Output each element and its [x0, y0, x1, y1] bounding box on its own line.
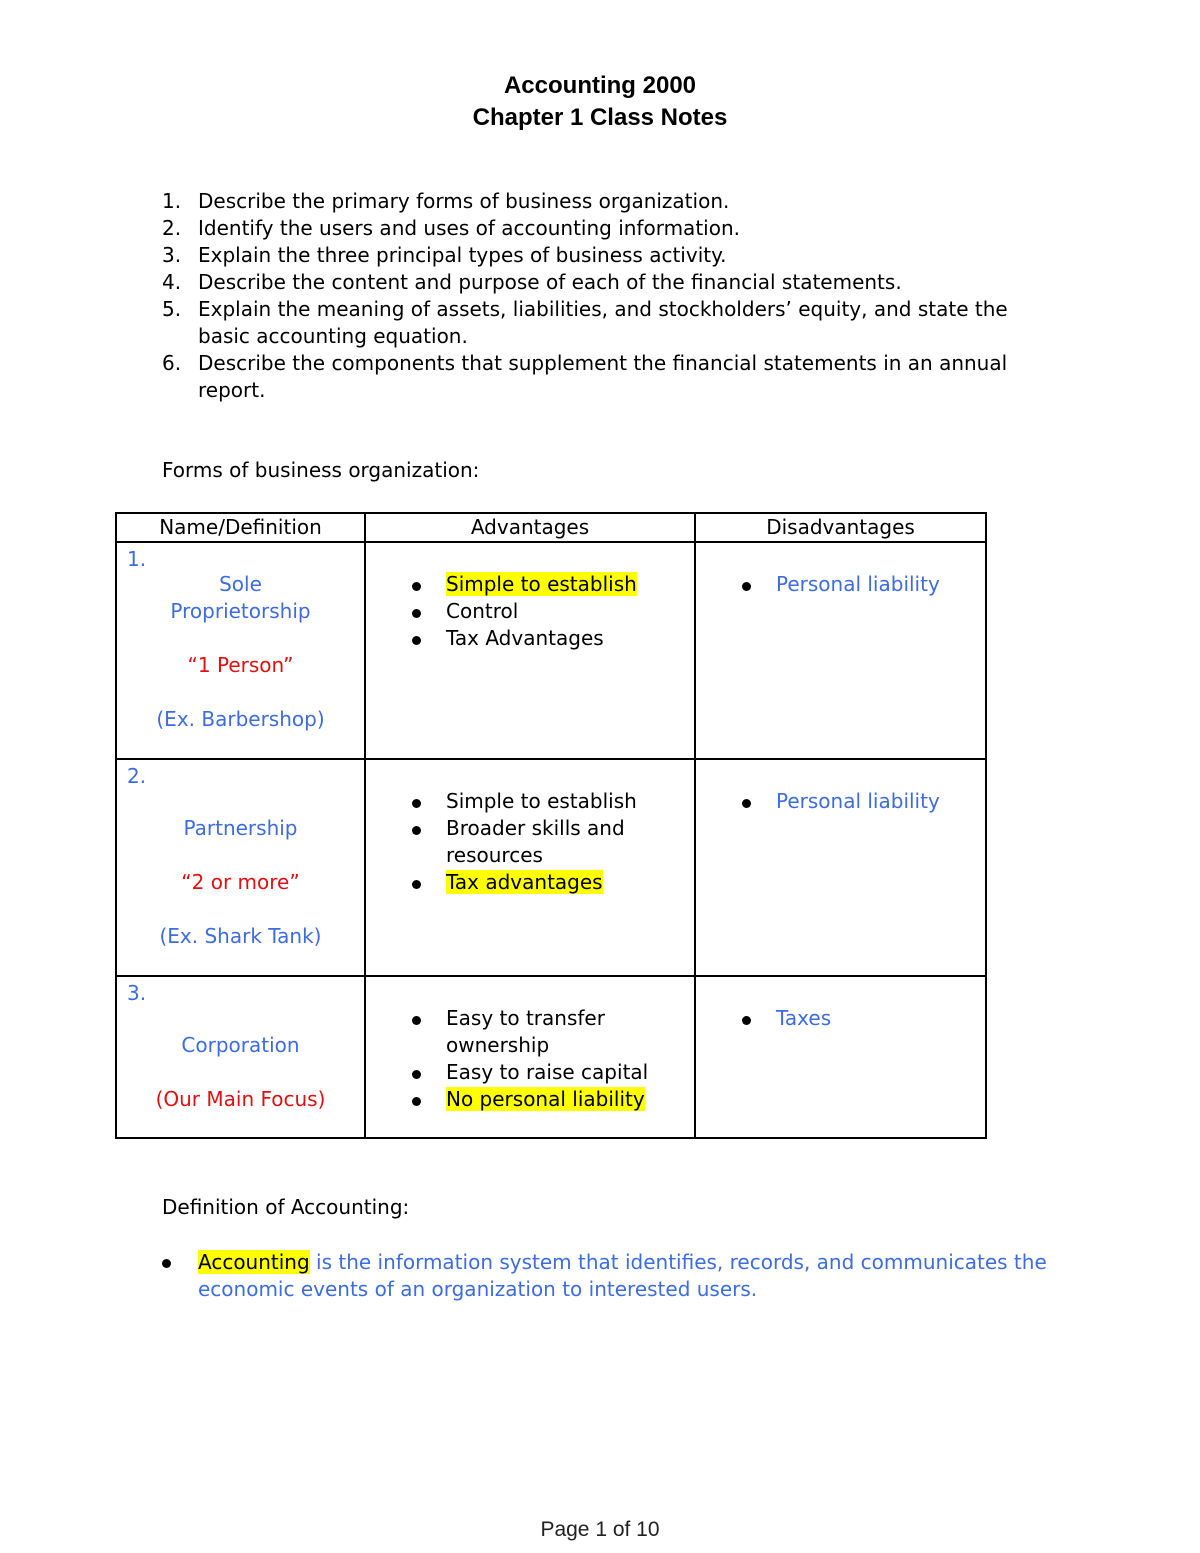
objective-item: 3. Explain the three principal types of business activity. — [162, 243, 727, 267]
objective-item: 5. Explain the meaning of assets, liabilities, and stockholders’ equity, and state the basic accounting equation. — [162, 297, 1008, 348]
row-number: 3. — [127, 981, 147, 1005]
bullet-icon — [412, 880, 421, 889]
list-item: Tax Advantages — [366, 625, 694, 652]
column-header: Disadvantages — [695, 513, 986, 542]
bullet-icon — [412, 1016, 421, 1025]
row-number: 2. — [127, 764, 147, 788]
name-cell — [116, 976, 365, 1138]
org-example: (Ex. Shark Tank) — [159, 924, 322, 948]
definition-term: Accounting — [198, 1250, 310, 1274]
org-name: Sole — [219, 572, 262, 596]
business-forms-table — [115, 512, 987, 1139]
forms-heading: Forms of business organization: — [162, 458, 480, 482]
org-tag: (Our Main Focus) — [155, 1087, 326, 1111]
objective-item: 1. Describe the primary forms of business organization. — [162, 189, 730, 213]
disadvantages-cell — [695, 542, 986, 759]
definition-item — [162, 1249, 1062, 1303]
list-item: Control — [366, 598, 694, 625]
list-item: Tax advantages — [366, 869, 694, 896]
list-item: Personal liability — [696, 788, 985, 815]
org-name: Partnership — [183, 816, 298, 840]
list-item: Easy to raise capital — [366, 1059, 694, 1086]
name-cell — [116, 759, 365, 976]
list-item: Broader skills and resources — [366, 815, 694, 869]
bullet-icon — [742, 582, 751, 591]
bullet-icon — [412, 799, 421, 808]
page-number: Page 1 of 10 — [540, 1518, 660, 1541]
bullet-icon — [412, 636, 421, 645]
org-example: (Ex. Barbershop) — [156, 707, 325, 731]
document-title: Accounting 2000 — [503, 72, 697, 99]
objective-item: 2. Identify the users and uses of accounting information. — [162, 216, 740, 240]
bullet-icon — [412, 826, 421, 835]
table-row — [116, 542, 986, 759]
objective-item: 6. Describe the components that supplement the financial statements in an annual report. — [162, 351, 1008, 402]
bullet-icon — [742, 1016, 751, 1025]
learning-objectives-list — [162, 188, 1062, 404]
name-cell — [116, 542, 365, 759]
advantages-cell — [365, 976, 695, 1138]
disadvantages-cell — [695, 759, 986, 976]
bullet-icon — [742, 799, 751, 808]
advantages-cell — [365, 759, 695, 976]
list-item: Simple to establish — [366, 571, 694, 598]
list-item: Personal liability — [696, 571, 985, 598]
bullet-icon — [412, 582, 421, 591]
bullet-icon — [412, 609, 421, 618]
list-item: Taxes — [696, 1005, 985, 1032]
table-row — [116, 976, 986, 1138]
bullet-icon — [412, 1097, 421, 1106]
list-item: Simple to establish — [366, 788, 694, 815]
bullet-icon — [162, 1259, 171, 1268]
list-item: No personal liability — [366, 1086, 694, 1113]
bullet-icon — [412, 1070, 421, 1079]
list-item: Easy to transfer ownership — [366, 1005, 694, 1059]
column-header: Name/Definition — [116, 513, 365, 542]
definition-text: is the information system that identifies, records, and communicates the economic events of an organization to interested users. — [198, 1250, 1047, 1301]
org-name: Corporation — [181, 1033, 300, 1057]
definition-heading: Definition of Accounting: — [162, 1195, 410, 1219]
objective-item: 4. Describe the content and purpose of each of the financial statements. — [162, 270, 902, 294]
table-header-row — [116, 513, 986, 542]
table-row — [116, 759, 986, 976]
org-name: Proprietorship — [170, 599, 311, 623]
disadvantages-cell — [695, 976, 986, 1138]
org-tag: “1 Person” — [187, 653, 294, 677]
org-tag: “2 or more” — [181, 870, 300, 894]
row-number: 1. — [127, 547, 147, 571]
column-header: Advantages — [365, 513, 695, 542]
document-subtitle: Chapter 1 Class Notes — [472, 104, 728, 131]
advantages-cell — [365, 542, 695, 759]
